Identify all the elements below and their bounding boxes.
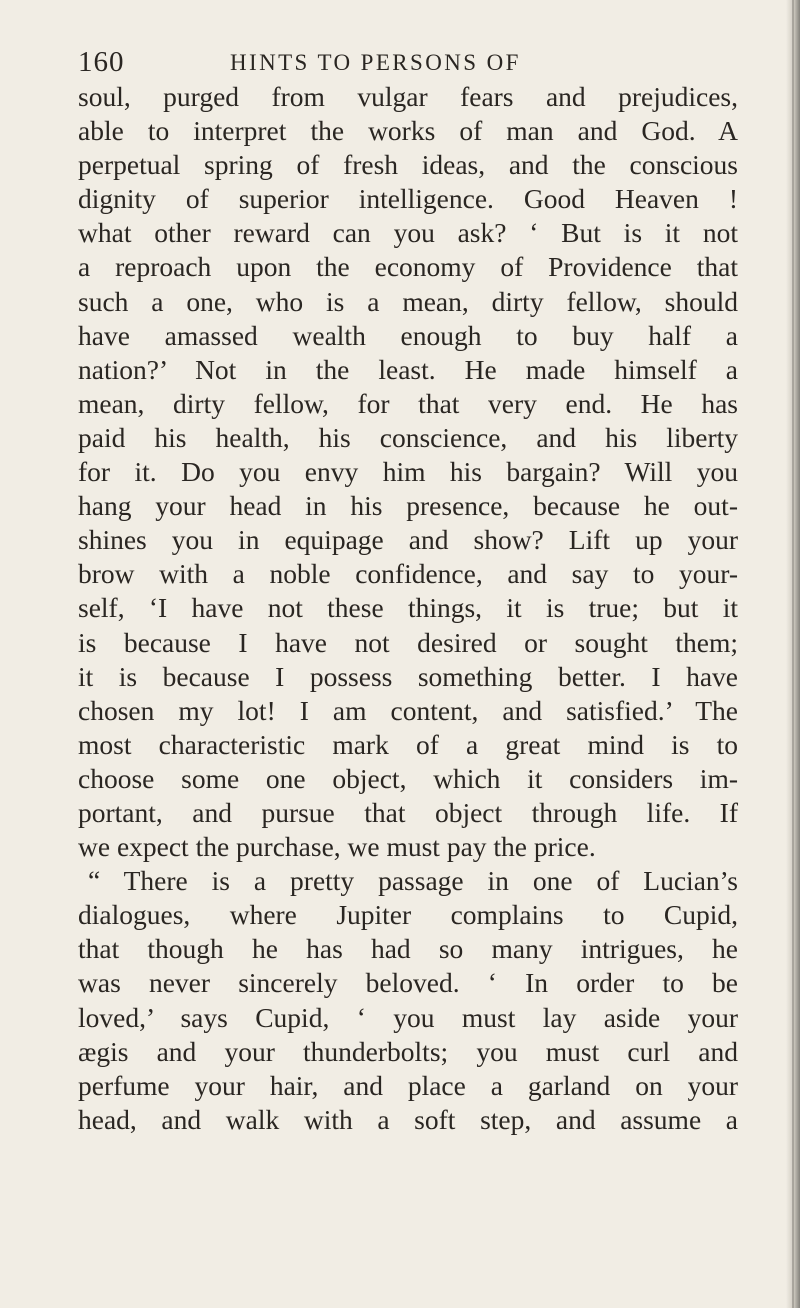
text-line: that though he has had so many intrigues, he xyxy=(78,933,738,965)
running-title: HINTS TO PERSONS OF xyxy=(230,50,521,75)
text-line: dignity of superior intelligence. Good Heaven ! xyxy=(78,183,738,215)
text-line: ægis and your thunderbolts; you must curl and xyxy=(78,1035,738,1067)
text-line: such a one, who is a mean, dirty fellow, should xyxy=(78,285,738,317)
text-line: what other reward can you ask? ‘ But is it not xyxy=(78,217,738,249)
body-text xyxy=(78,80,738,1137)
text-line: have amassed wealth enough to buy half a xyxy=(78,319,738,351)
running-head xyxy=(78,44,738,80)
text-line: nation?’ Not in the least. He made himself a xyxy=(78,353,738,385)
text-line: hang your head in his presence, because he out- xyxy=(78,490,738,522)
text-line: is because I have not desired or sought them; xyxy=(78,626,738,658)
text-line: a reproach upon the economy of Providence that xyxy=(78,251,738,283)
page-number: 160 xyxy=(78,46,125,78)
text-line: was never sincerely beloved. ‘ In order to be xyxy=(78,967,738,999)
text-line: mean, dirty fellow, for that very end. He has xyxy=(78,387,738,419)
page-edge-line xyxy=(792,0,794,1308)
text-line: dialogues, where Jupiter complains to Cupid, xyxy=(78,899,738,931)
text-line: portant, and pursue that object through life. If xyxy=(78,796,738,828)
paragraph-first-line: “ There is a pretty passage in one of Lucian’s xyxy=(88,865,738,897)
text-line: shines you in equipage and show? Lift up your xyxy=(78,524,738,556)
text-line: it is because I possess something better. I have xyxy=(78,660,738,692)
text-line: we expect the purchase, we must pay the price. xyxy=(78,831,596,863)
text-line: perpetual spring of fresh ideas, and the conscious xyxy=(78,149,738,181)
text-line: self, ‘I have not these things, it is true; but it xyxy=(78,592,738,624)
text-line: choose some one object, which it considers im- xyxy=(78,762,738,794)
text-line: paid his health, his conscience, and his liberty xyxy=(78,421,738,453)
text-line: perfume your hair, and place a garland on your xyxy=(78,1069,738,1101)
text-line: most characteristic mark of a great mind is to xyxy=(78,728,738,760)
text-line: able to interpret the works of man and God. A xyxy=(78,115,738,147)
text-line: head, and walk with a soft step, and assume a xyxy=(78,1103,738,1135)
text-line: soul, purged from vulgar fears and prejudices, xyxy=(78,81,738,112)
text-line: for it. Do you envy him his bargain? Will you xyxy=(78,456,738,488)
text-line: chosen my lot! I am content, and satisfied.’ The xyxy=(78,694,738,726)
text-line: brow with a noble confidence, and say to your- xyxy=(78,558,738,590)
text-line: loved,’ says Cupid, ‘ you must lay aside your xyxy=(78,1001,738,1033)
